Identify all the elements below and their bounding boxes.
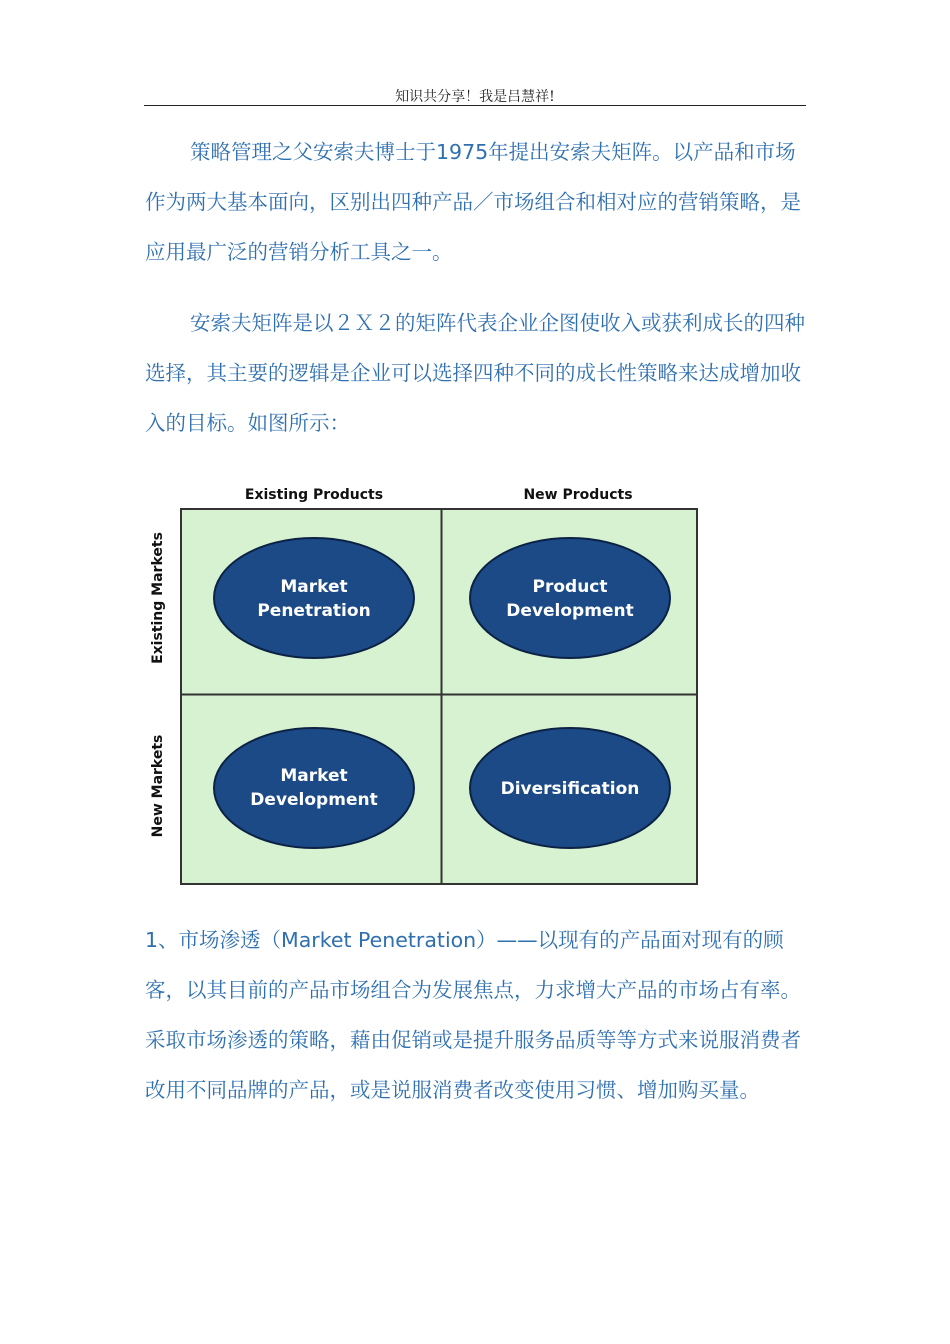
ansoff-matrix — [140, 478, 710, 890]
ansoff-matrix-svg — [140, 478, 710, 890]
page-header: 知识共分享！我是吕慧祥! — [395, 89, 555, 105]
label-market-development-line2: Development — [250, 790, 378, 810]
paragraph-matrix-description: 安索夫矩阵是以２Ｘ２的矩阵代表企业企图使收入或获利成长的四种选择，其主要的逻辑是企业可以选择四种不同的成长性策略来达成增加收入的目标。如图所示： — [145, 311, 805, 435]
label-diversification: Diversification — [500, 779, 640, 799]
ellipse-market-penetration — [214, 538, 414, 658]
label-market-penetration-line2: Penetration — [257, 601, 371, 621]
column-header-new-products: New Products — [523, 487, 633, 503]
row-header-existing-markets: Existing Markets — [150, 532, 166, 664]
label-product-development-line1: Product — [532, 577, 608, 597]
row-header-new-markets: New Markets — [150, 734, 166, 838]
ellipse-product-development — [470, 538, 670, 658]
column-header-existing-products: Existing Products — [244, 487, 384, 503]
paragraph-market-penetration: 1、市场渗透（Market Penetration）——以现有的产品面对现有的顾客，以其目前的产品市场组合为发展焦点，力求增大产品的市场占有率。采取市场渗透的策略，藉由促销或是提升服务品质等等方式来说服消费者改用不同品牌的产品，或是说服消费者改变使用习惯、增加购买量。 — [145, 928, 801, 1102]
label-market-development-line1: Market — [280, 766, 348, 786]
ellipse-market-development — [214, 728, 414, 848]
label-market-penetration-line1: Market — [280, 577, 348, 597]
paragraph-intro: 策略管理之父安索夫博士于1975年提出安索夫矩阵。以产品和市场作为两大基本面向，区别出四种产品／市场组合和相对应的营销策略，是应用最广泛的营销分析工具之一。 — [145, 140, 801, 264]
label-product-development-line2: Development — [506, 601, 634, 621]
header-divider — [144, 105, 806, 106]
